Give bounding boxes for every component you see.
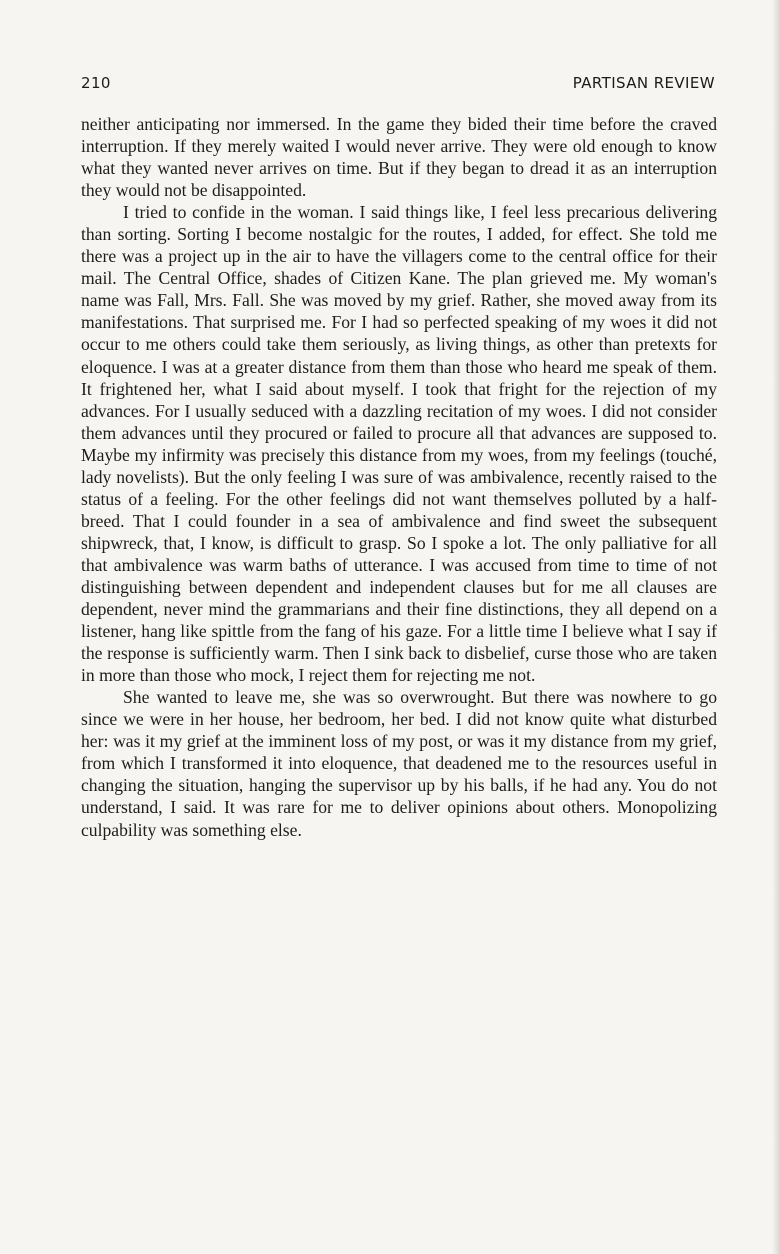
- body-text: [81, 113, 717, 841]
- paragraph-2: I tried to confide in the woman. I said things like, I feel less precarious delivering than sorting. Sorting I become nostalgic for the routes, I added, for effect. She told me there was a project up in the air to have the villagers come to the central office for their mail. The Central Office, shades of Citizen Kane. The plan grieved me. My woman's name was Fall, Mrs. Fall. She was moved by my grief. Rather, she moved away from its manifestations. That surprised me. For I had so perfected speaking of my woes it did not occur to me others could take them seriously, as living things, as other than pretexts for eloquence. I was at a greater distance from them than those who heard me speak of them. It frightened her, what I said about myself. I took that fright for the rejection of my advances. For I usually seduced with a dazzling recitation of my woes. I did not consider them advances until they procured or failed to procure all that advances are supposed to. Maybe my infirmity was precisely this distance from my woes, from my feelings (touché, lady novelists). But the only feeling I was sure of was ambivalence, recently raised to the status of a feeling. For the other feelings did not want themselves polluted by a half-breed. That I could founder in a sea of ambivalence and find sweet the subsequent shipwreck, that, I know, is difficult to grasp. So I spoke a lot. The only palliative for all that ambivalence was warm baths of utterance. I was accused from time to time of not distinguishing between dependent and independent clauses but for me all clauses are dependent, never mind the grammarians and their fine distinctions, they all depend on a listener, hang like spittle from the fang of his gaze. For a little time I believe what I say if the response is sufficiently warm. Then I sink back to disbelief, curse those who are taken in more than those who mock, I reject them for rejecting me not.: [81, 202, 717, 686]
- paragraph-3: She wanted to leave me, she was so overwrought. But there was nowhere to go since we were in her house, her bedroom, her bed. I did not know quite what disturbed her: was it my grief at the imminent loss of my post, or was it my distance from my grief, from which I transformed it into eloquence, that deadened me to the resources useful in changing the situation, hanging the supervisor up by his balls, if he had any. You do not understand, I said. It was rare for me to deliver opinions about others. Monopolizing culpability was something else.: [81, 687, 717, 840]
- page-edge-shadow: [772, 0, 780, 1254]
- page-number: 210: [81, 74, 111, 92]
- journal-title: PARTISAN REVIEW: [572, 74, 715, 92]
- running-head: [81, 74, 715, 94]
- paragraph-1: neither anticipating nor immersed. In the game they bided their time before the craved interruption. If they merely waited I would never arrive. They were old enough to know what they wanted never arrives on time. But if they began to dread it as an interruption they would not be disappointed.: [81, 114, 717, 201]
